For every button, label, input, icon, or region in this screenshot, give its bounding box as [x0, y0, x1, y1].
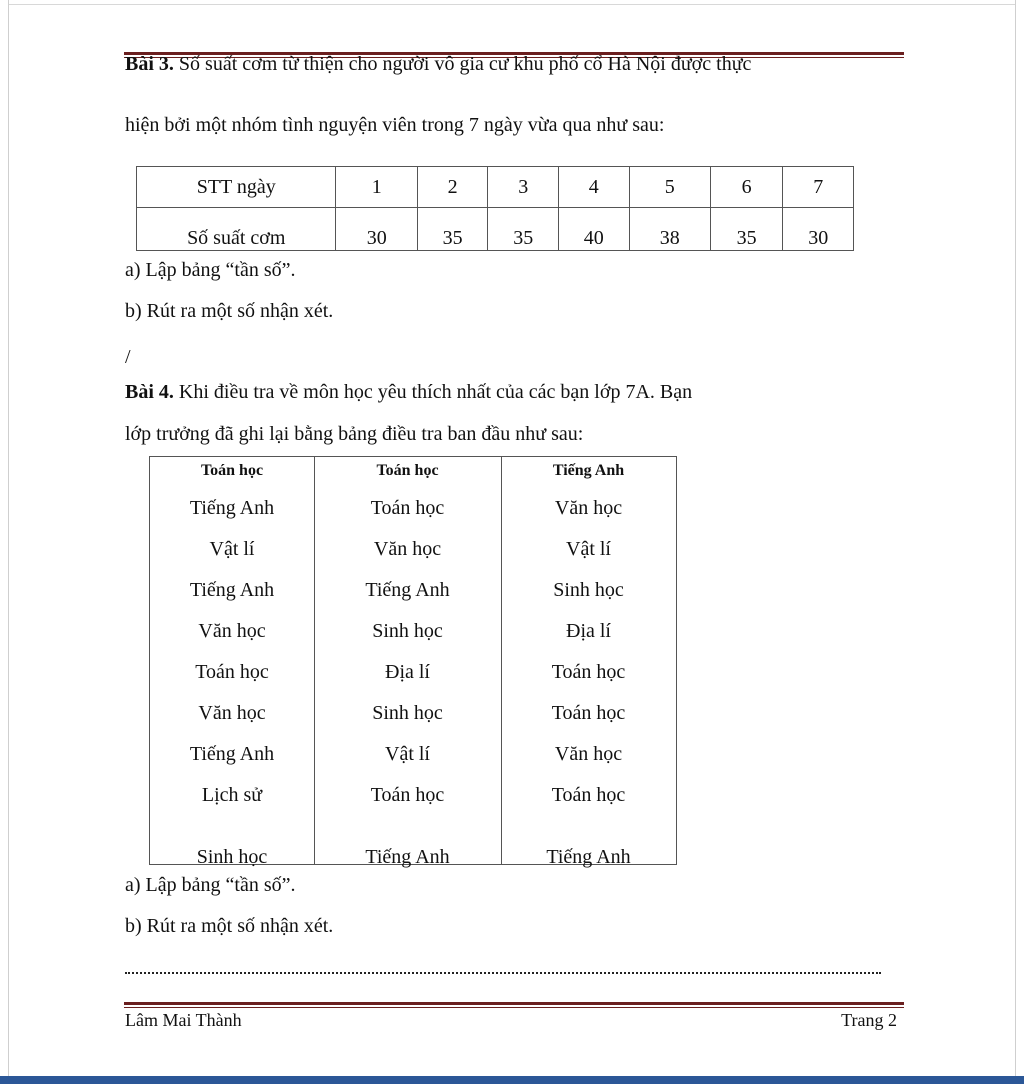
survey-cell: Sinh học: [372, 702, 443, 724]
survey-cell: Văn học: [198, 620, 266, 642]
bai4-line2: lớp trưởng đã ghi lại bằng bảng điều tra ban đầu như sau:: [125, 423, 584, 445]
survey-cell: Sinh học: [553, 579, 624, 601]
footer-rule: [124, 1002, 904, 1005]
bai3-value: 40: [558, 208, 629, 251]
window-status-bar: [0, 1076, 1024, 1084]
survey-cell: Sinh học: [196, 846, 268, 868]
survey-cell: Văn học: [373, 538, 442, 560]
survey-cell: Toán học: [376, 462, 439, 479]
bai3-question-a: a) Lập bảng “tần số”.: [125, 259, 296, 281]
survey-cell: Vật lí: [209, 538, 255, 560]
bai4-text1: Khi điều tra về môn học yêu thích nhất của các bạn lớp 7A. Bạn: [173, 381, 693, 403]
bai3-value: 38: [629, 208, 710, 251]
bai3-row-label: Số suất cơm: [137, 208, 336, 251]
bai3-label: Bài 3.: [125, 53, 174, 75]
bai3-value: 30: [783, 208, 854, 251]
footer-page-number: Trang 2: [841, 1010, 897, 1030]
footer-rule-thin: [124, 1007, 904, 1008]
bai3-value: 30: [336, 208, 417, 251]
survey-cell: Toán học: [195, 661, 269, 683]
bai3-day: 6: [710, 167, 783, 208]
bai4-survey-table: [149, 456, 677, 868]
survey-cell: Toán học: [551, 661, 626, 683]
bai3-day: 7: [783, 167, 854, 208]
bai3-line1: [125, 52, 751, 76]
survey-cell: Tiếng Anh: [552, 462, 625, 479]
survey-column-2: [314, 457, 502, 868]
survey-cell: Tiếng Anh: [189, 579, 275, 601]
bai3-value: 35: [417, 208, 488, 251]
survey-cell: Lịch sử: [201, 784, 263, 806]
bai3-day: 4: [558, 167, 629, 208]
bai3-line2: hiện bởi một nhóm tình nguyện viên trong 7 ngày vừa qua như sau:: [125, 114, 665, 136]
survey-cell: Sinh học: [372, 620, 443, 642]
bai3-day: 5: [629, 167, 710, 208]
dotted-separator: [125, 962, 881, 974]
survey-cell: Toán học: [551, 702, 626, 724]
survey-cell: Toán học: [370, 784, 445, 806]
survey-cell: Văn học: [554, 743, 623, 765]
survey-cell: Tiếng Anh: [189, 497, 275, 519]
survey-column-1: [150, 457, 315, 868]
bai3-table: [136, 166, 854, 251]
bai4-question-b: b) Rút ra một số nhận xét.: [125, 915, 334, 937]
survey-cell: Toán học: [551, 784, 626, 806]
bai3-header-label: STT ngày: [137, 167, 336, 208]
survey-cell: Toán học: [370, 497, 445, 519]
survey-cell: Vật lí: [385, 743, 430, 765]
survey-cell: Vật lí: [566, 538, 611, 560]
survey-cell: Tiếng Anh: [365, 846, 450, 868]
bai3-text1: Số suất cơm từ thiện cho người vô gia cư khu phố cổ Hà Nội được thực: [173, 53, 752, 75]
survey-cell: Tiếng Anh: [546, 846, 631, 868]
survey-cell: Văn học: [198, 702, 266, 724]
bai3-day: 2: [417, 167, 488, 208]
survey-cell: Địa lí: [566, 620, 611, 642]
bai3-value: 35: [710, 208, 783, 251]
survey-cell: Tiếng Anh: [365, 579, 450, 601]
survey-cell: Tiếng Anh: [189, 743, 275, 765]
bai3-question-b: b) Rút ra một số nhận xét.: [125, 300, 334, 322]
bai3-value: 35: [488, 208, 559, 251]
bai4-line1: [125, 380, 692, 404]
bai3-day: 3: [488, 167, 559, 208]
bai4-question-a: a) Lập bảng “tần số”.: [125, 874, 296, 896]
survey-column-3: [501, 457, 676, 868]
survey-cell: Địa lí: [385, 661, 430, 683]
footer-author: Lâm Mai Thành: [125, 1010, 242, 1030]
bai3-day: 1: [336, 167, 417, 208]
stray-mark: /: [125, 346, 131, 368]
survey-cell: Văn học: [554, 497, 623, 519]
survey-cell: Toán học: [200, 462, 264, 479]
bai4-label: Bài 4.: [125, 381, 174, 403]
